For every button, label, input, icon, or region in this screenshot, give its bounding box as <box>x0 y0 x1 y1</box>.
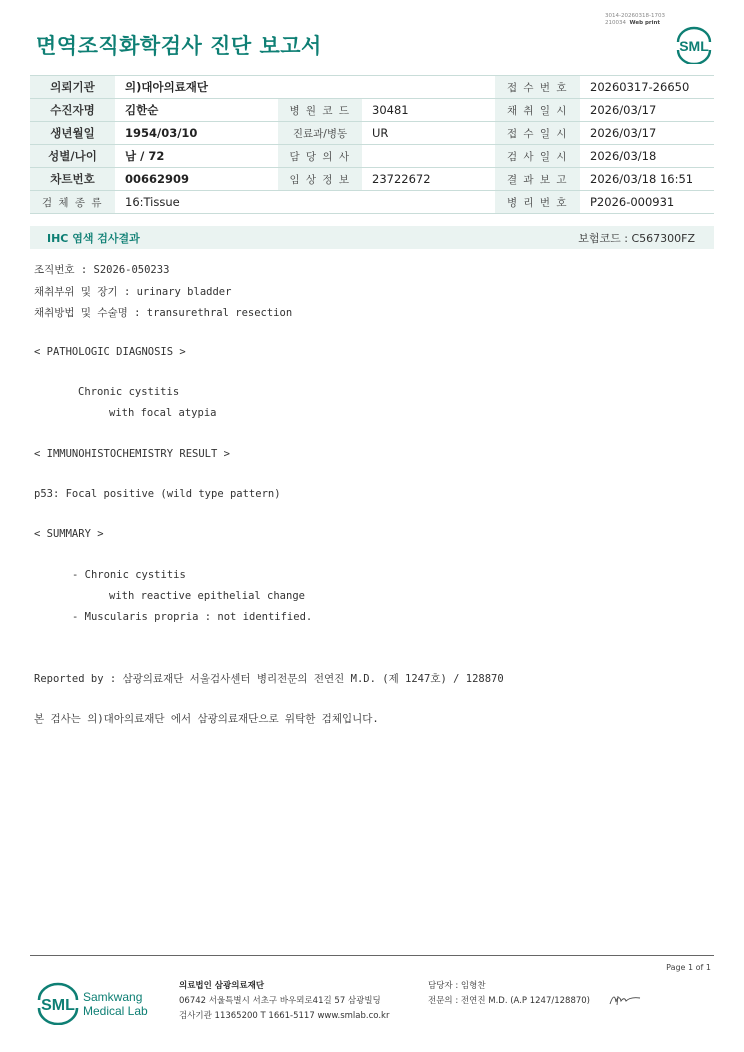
footer-staff-block <box>428 979 590 1009</box>
footer-contact: 검사기관 11365200 T 1661-5117 www.smlab.co.kr <box>179 1011 390 1021</box>
footer-address: 06742 서울특별시 서초구 바우뫼로41길 57 삼광빌딩 <box>179 996 381 1006</box>
ihc-header: < IMMUNOHISTOCHEMISTRY RESULT > <box>34 448 230 460</box>
doctor-name: 전연진 M.D. (A.P 1247/128870) <box>460 996 590 1006</box>
sml-logo-text: SML <box>679 38 709 54</box>
table-row <box>30 145 714 168</box>
value-pathology-no: P2026-000931 <box>580 191 714 214</box>
label-patient-name: 수진자명 <box>30 99 115 122</box>
label-pathology-no: 병 리 번 호 <box>495 191 580 214</box>
summary-header: < SUMMARY > <box>34 528 104 540</box>
footer-logo-name2: Medical Lab <box>83 1004 148 1018</box>
page-number: Page 1 of 1 <box>666 963 711 972</box>
footer-org-block <box>179 979 389 1024</box>
summary-line3: - Muscularis propria : not identified. <box>72 611 313 623</box>
summary-line1: - Chronic cystitis <box>72 569 186 581</box>
value-birthdate: 1954/03/10 <box>115 122 278 145</box>
consignment-note: 본 검사는 의)대아의료재단 에서 삼광의료재단으로 위탁한 검체입니다. <box>34 713 379 725</box>
label-specimen-type: 검 체 종 류 <box>30 191 115 214</box>
value-clinical-info: 23722672 <box>362 168 495 191</box>
table-row <box>30 99 714 122</box>
value-doctor <box>362 145 495 168</box>
reported-by: Reported by : 삼광의료재단 서울검사센터 병리전문의 전연진 M.D. (제 1247호) / 128870 <box>34 673 504 685</box>
value-receipt-no: 20260317-26650 <box>580 76 714 99</box>
doctor-label: 전문의 : <box>428 996 459 1006</box>
label-clinical-info: 임 상 정 보 <box>278 168 362 191</box>
footer-org-name: 의료법인 삼광의료재단 <box>179 981 265 991</box>
section-title: IHC 염색 검사결과 <box>47 232 140 245</box>
staff-label: 담당자 : <box>428 981 459 991</box>
tissue-number: 조직번호 : S2026-050233 <box>34 264 170 276</box>
value-result-report: 2026/03/18 16:51 <box>580 168 714 191</box>
web-print-label: Web print <box>629 19 661 26</box>
label-chart-no: 차트번호 <box>30 168 115 191</box>
insurance-code: 보험코드 : C567300FZ <box>578 232 695 245</box>
diagnosis-header: < PATHOLOGIC DIAGNOSIS > <box>34 346 186 358</box>
label-receipt-date: 접 수 일 시 <box>495 122 580 145</box>
label-sex-age: 성별/나이 <box>30 145 115 168</box>
value-department: UR <box>362 122 495 145</box>
table-row <box>30 168 714 191</box>
patient-info-table <box>30 75 714 214</box>
table-row <box>30 122 714 145</box>
value-requester: 의)대아의료재단 <box>115 76 495 99</box>
label-department: 진료과/병동 <box>278 122 362 145</box>
footer-logo-text: SML <box>41 997 75 1014</box>
value-specimen-type: 16:Tissue <box>115 191 495 214</box>
label-doctor: 담 당 의 사 <box>278 145 362 168</box>
summary-line2: with reactive epithelial change <box>109 590 305 602</box>
label-collect-date: 채 취 일 시 <box>495 99 580 122</box>
collection-site: 채취부위 및 장기 : urinary bladder <box>34 286 232 298</box>
footer-logo-name1: Samkwang <box>83 990 143 1004</box>
staff-name: 임형찬 <box>460 981 486 991</box>
samkwang-logo-icon <box>36 981 152 1025</box>
label-result-report: 결 과 보 고 <box>495 168 580 191</box>
label-test-date: 검 사 일 시 <box>495 145 580 168</box>
value-sex-age: 남 / 72 <box>115 145 278 168</box>
label-hospital-code: 병 원 코 드 <box>278 99 362 122</box>
report-title: 면역조직화학검사 진단 보고서 <box>36 34 322 58</box>
print-meta-line1: 3014-20260318-1703 <box>605 13 665 19</box>
label-birthdate: 생년월일 <box>30 122 115 145</box>
print-meta <box>605 13 665 26</box>
label-requester: 의뢰기관 <box>30 76 115 99</box>
value-collect-date: 2026/03/17 <box>580 99 714 122</box>
ihc-result-line: p53: Focal positive (wild type pattern) <box>34 488 281 500</box>
value-chart-no: 00662909 <box>115 168 278 191</box>
value-hospital-code: 30481 <box>362 99 495 122</box>
value-patient-name: 김한순 <box>115 99 278 122</box>
signature-icon <box>608 992 642 1008</box>
collection-method: 채취방법 및 수술명 : transurethral resection <box>34 307 293 319</box>
diagnosis-line1: Chronic cystitis <box>78 386 180 398</box>
table-row <box>30 191 714 214</box>
footer-divider <box>30 955 714 956</box>
table-row <box>30 76 714 99</box>
print-meta-line2: 210034 <box>605 19 627 26</box>
label-receipt-no: 접 수 번 호 <box>495 76 580 99</box>
value-receipt-date: 2026/03/17 <box>580 122 714 145</box>
value-test-date: 2026/03/18 <box>580 145 714 168</box>
sml-logo-icon <box>672 24 716 64</box>
diagnosis-line2: with focal atypia <box>109 407 217 419</box>
